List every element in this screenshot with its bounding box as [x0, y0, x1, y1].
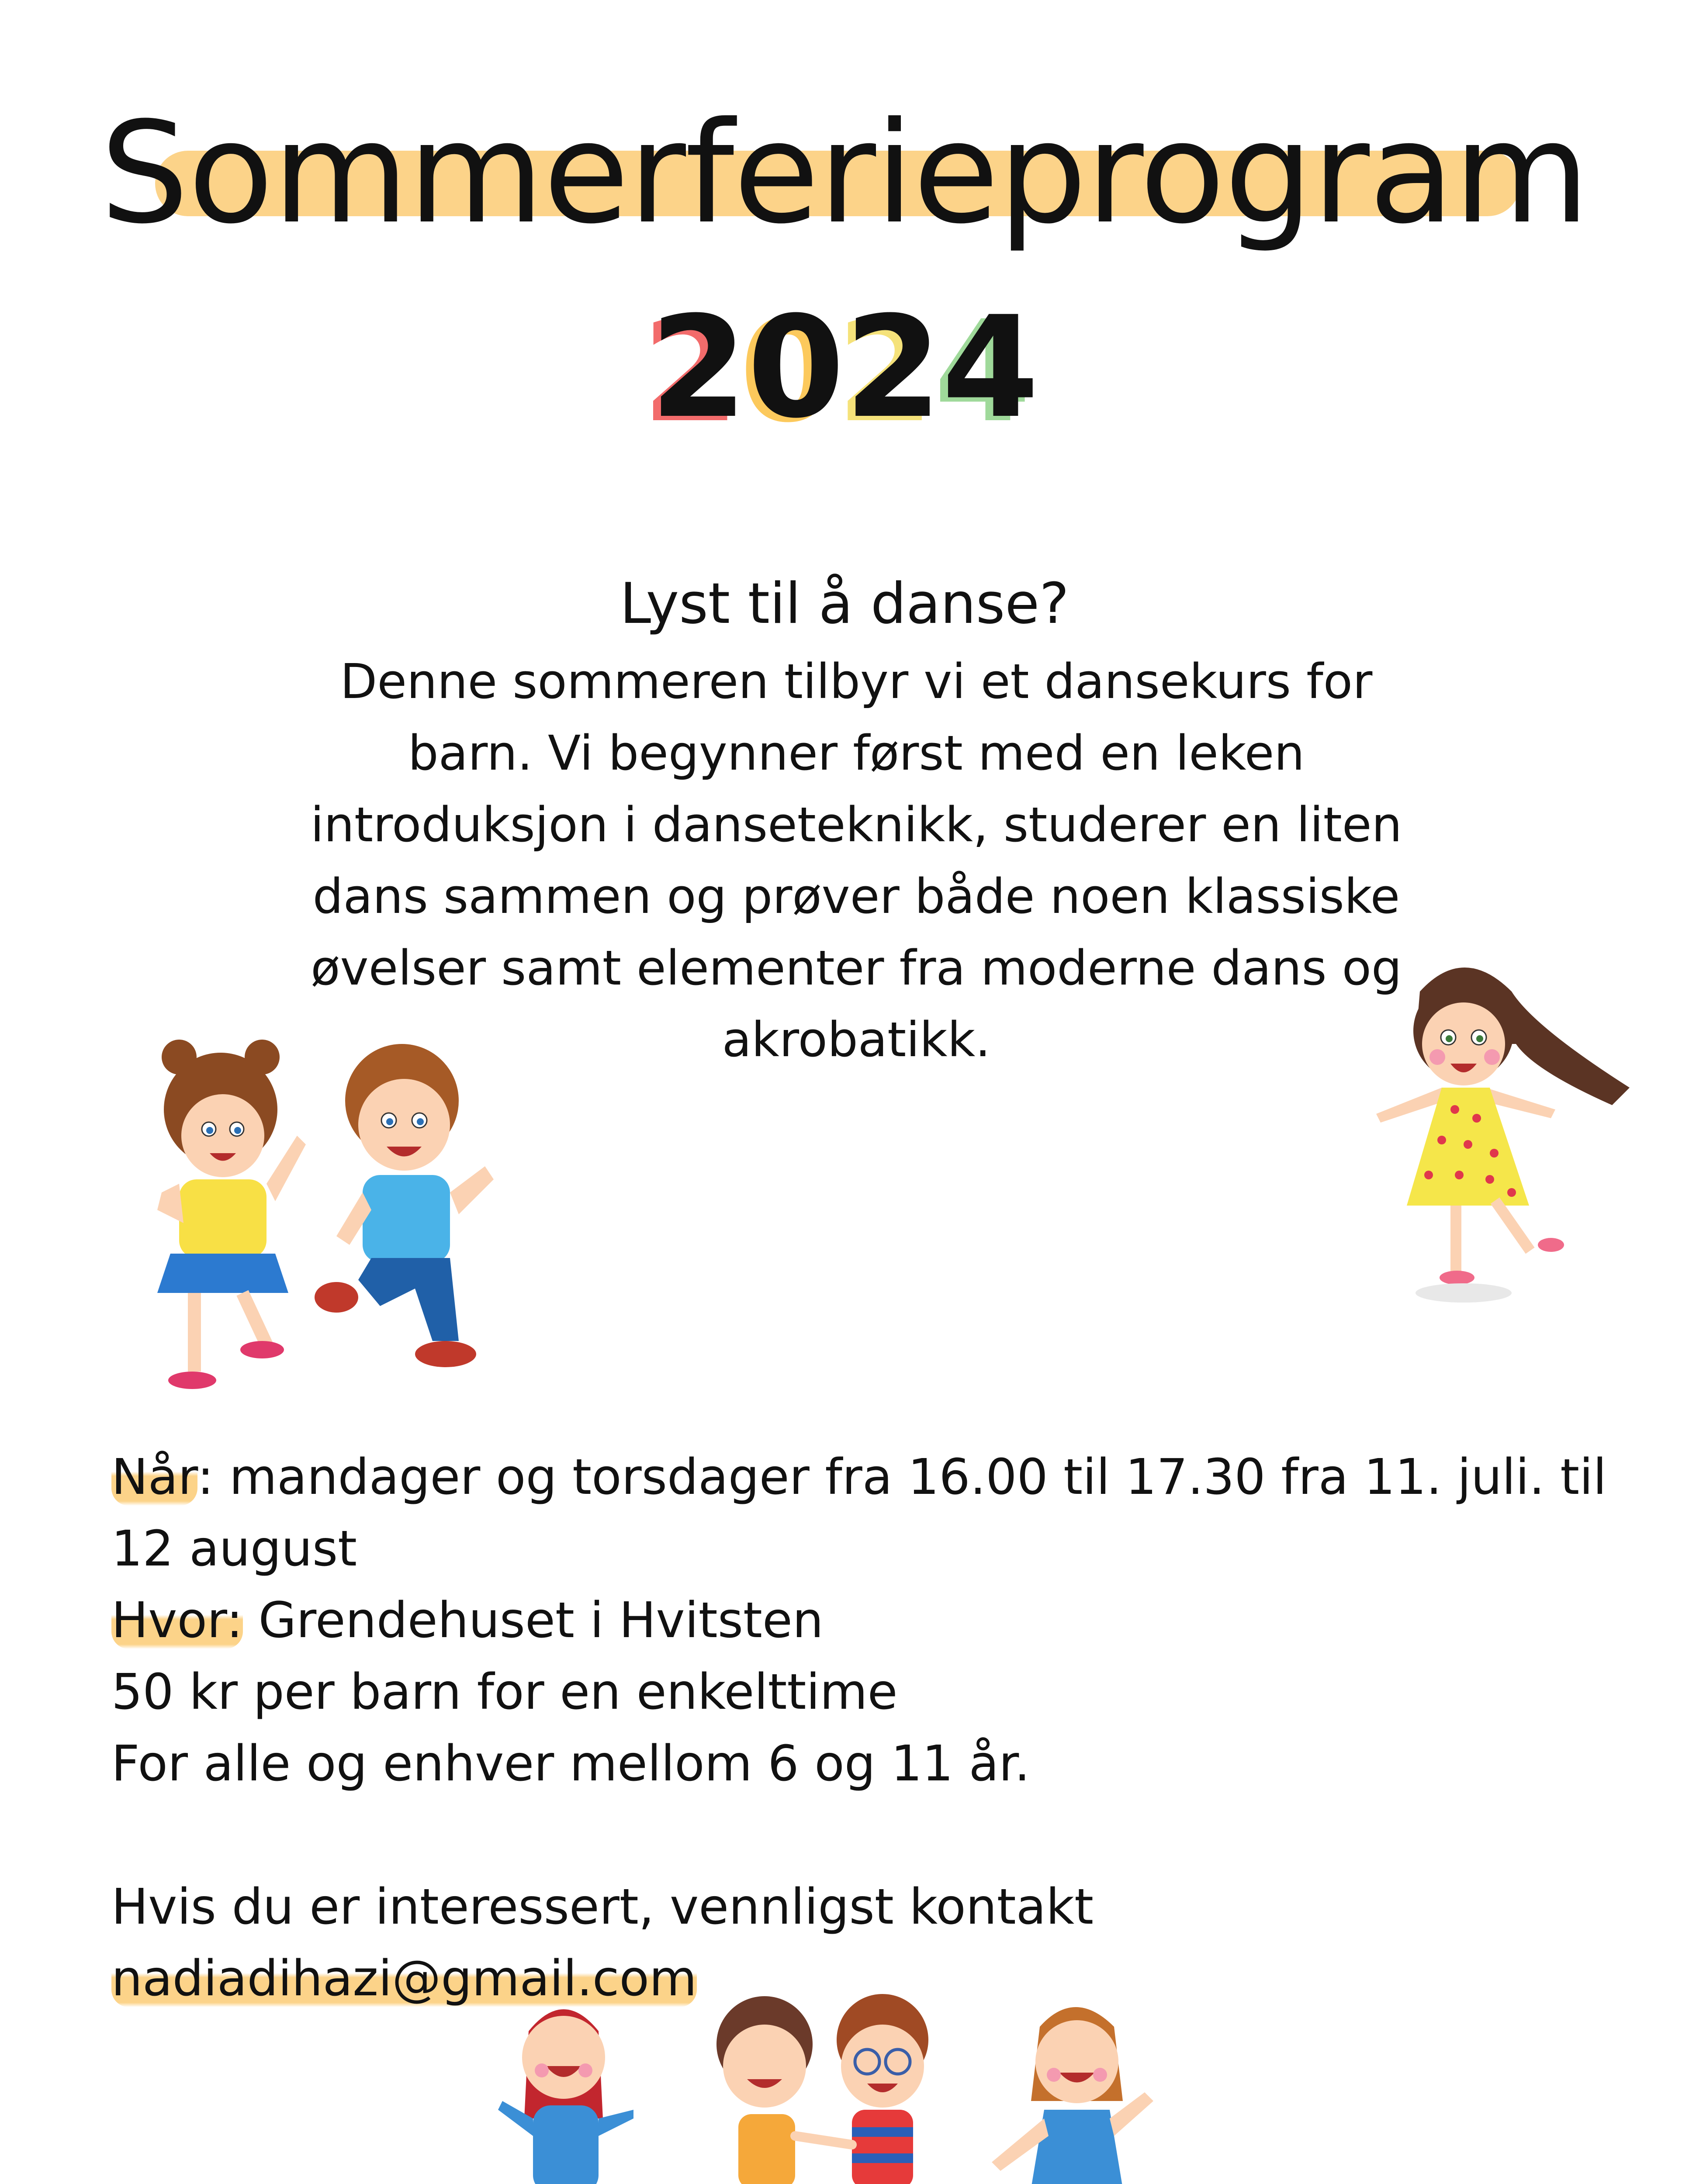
info-where [111, 1585, 1632, 1656]
year-digit: 0 [747, 287, 844, 449]
page-title: Sommerferieprogram [100, 92, 1589, 255]
kid-4-icon [992, 2007, 1153, 2184]
year [0, 284, 1689, 452]
kid-2-icon [716, 1996, 813, 2184]
contact-email-link[interactable]: nadiadihazi@gmail.com [111, 1950, 697, 2007]
intro-heading: Lyst til å danse? [620, 571, 1069, 636]
info-price: 50 kr per barn for en enkelttime [111, 1664, 898, 1721]
when-text: : mandager og torsdager fra 16.00 til 17.30 fra 11. juli. til 12 august [111, 1449, 1607, 1577]
when-label: Når [111, 1449, 197, 1506]
dancing-boy-icon [315, 1044, 494, 1367]
contact-text: Hvis du er interessert, vennligst kontakt [111, 1879, 1094, 1935]
info-age: For alle og enhver mellom 6 og 11 år. [111, 1735, 1030, 1792]
group-of-dancing-kids-illustration [502, 1979, 1223, 2184]
dancing-girl-icon [157, 1040, 306, 1389]
kid-3-icon [837, 1994, 928, 2184]
year-digit: 2 [844, 287, 942, 449]
dancing-girl-illustration [1367, 957, 1638, 1315]
info-when [111, 1441, 1632, 1585]
year-digit: 2 [650, 287, 748, 449]
intro-body: Denne sommeren tilbyr vi et dansekurs for barn. Vi begynner først med en leken introduksjon i danseteknikk, studerer en liten dans sammen og prøver både noen klassiske øvelser samt elementer fra moderne dans og akrobatikk. [310, 653, 1402, 1068]
where-text: Grendehuset i Hvitsten [242, 1592, 824, 1649]
year-digit: 4 [941, 287, 1039, 449]
dancing-girl-boy-pair-illustration [153, 1035, 511, 1402]
kid-1-icon [498, 2009, 633, 2184]
where-label: Hvor: [111, 1592, 243, 1649]
